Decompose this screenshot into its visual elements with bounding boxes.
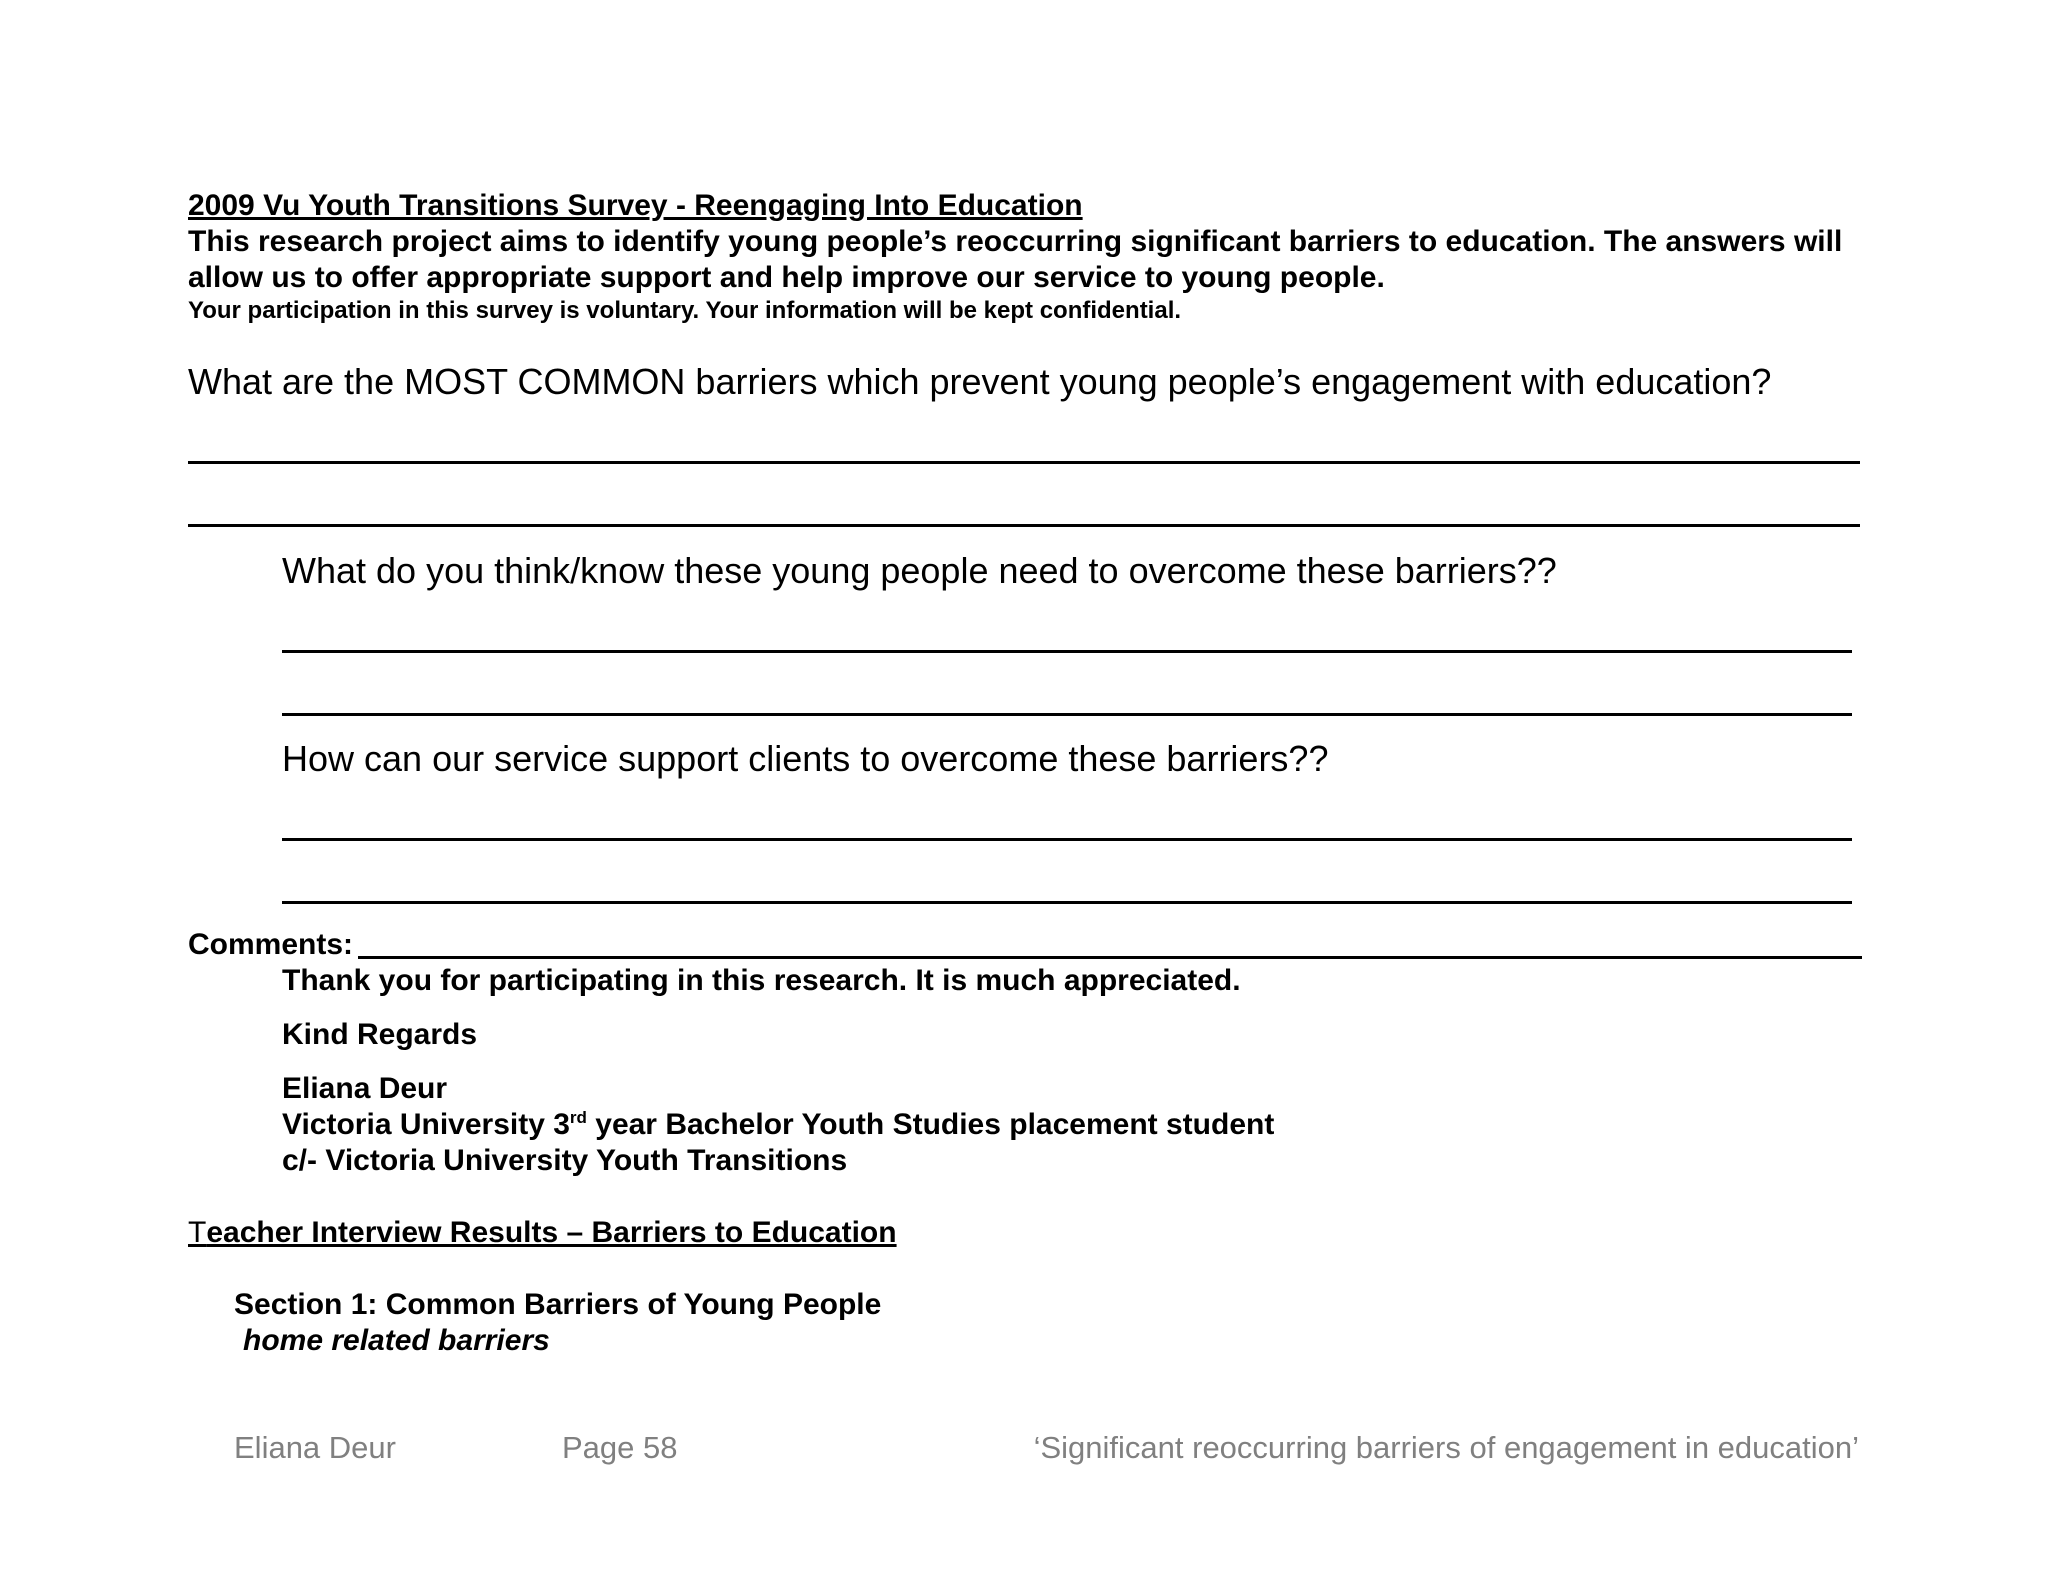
footer-page-number: Page 58	[562, 1430, 678, 1465]
confidentiality-note: Your participation in this survey is voluntary. Your information will be kept confidential.	[188, 297, 1182, 324]
answer-line-1b[interactable]	[188, 524, 1860, 527]
results-heading	[188, 1216, 897, 1250]
question-3: How can our service support clients to overcome these barriers??	[282, 738, 1329, 779]
comments-line[interactable]	[358, 956, 1862, 959]
home-barriers-subheading: home related barriers	[243, 1324, 550, 1357]
affiliation-suffix: year Bachelor Youth Studies placement student	[586, 1108, 1275, 1141]
survey-title: 2009 Vu Youth Transitions Survey - Reengaging Into Education	[188, 189, 1083, 222]
answer-line-2a[interactable]	[282, 650, 1852, 653]
ordinal-suffix: rd	[569, 1108, 587, 1127]
answer-line-3a[interactable]	[282, 838, 1852, 841]
results-heading-initial: T	[188, 1216, 207, 1249]
author-name: Eliana Deur	[282, 1072, 448, 1105]
affiliation-prefix: Victoria University 3	[282, 1108, 570, 1141]
care-of-line: c/- Victoria University Youth Transitions	[282, 1144, 848, 1177]
comments-label: Comments:	[188, 928, 354, 961]
results-heading-rest: eacher Interview Results – Barriers to Education	[206, 1216, 897, 1249]
answer-line-1a[interactable]	[188, 461, 1860, 464]
kind-regards: Kind Regards	[282, 1018, 478, 1051]
section-1-heading: Section 1: Common Barriers of Young People	[234, 1288, 882, 1321]
answer-line-3b[interactable]	[282, 901, 1852, 904]
footer-document-title: ‘Significant reoccurring barriers of engagement in education’	[1033, 1430, 1859, 1465]
survey-intro: This research project aims to identify young people’s reoccurring significant barriers to education. The answers will allow us to offer appropriate support and help improve our service to young people.	[188, 225, 1843, 294]
footer-author: Eliana Deur	[234, 1430, 396, 1465]
question-1: What are the MOST COMMON barriers which prevent young people’s engagement with education?	[188, 361, 1772, 402]
answer-line-2b[interactable]	[282, 713, 1852, 716]
author-affiliation	[282, 1108, 1274, 1142]
question-2: What do you think/know these young people need to overcome these barriers??	[282, 550, 1557, 591]
thank-you-text: Thank you for participating in this research. It is much appreciated.	[282, 964, 1241, 997]
